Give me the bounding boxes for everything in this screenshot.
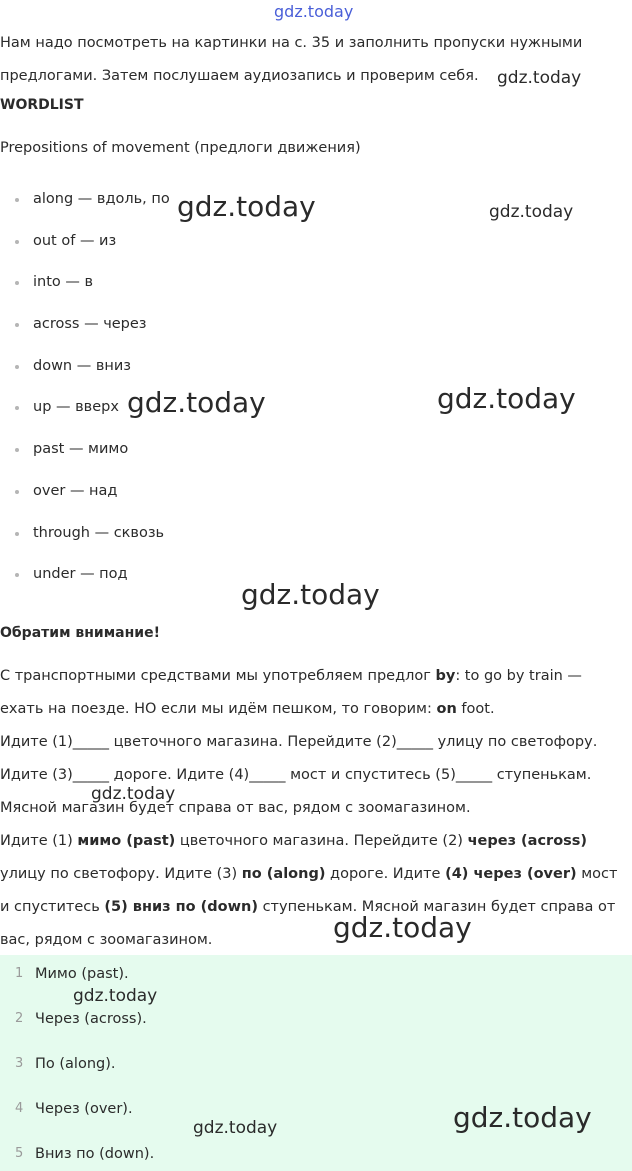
bullet-icon: [15, 240, 19, 244]
answers-block: 1 Мимо (past). 2 Через (across). 3 По (along). 4 Через (over). 5 Вниз по (down).: [0, 955, 632, 1171]
list-item: past — мимо: [0, 429, 170, 471]
watermark: gdz.today: [73, 986, 158, 1006]
bullet-icon: [15, 281, 19, 285]
watermark: gdz.today: [127, 386, 266, 419]
bullet-icon: [15, 323, 19, 327]
bullet-icon: [15, 406, 19, 410]
watermark: gdz.today: [489, 202, 574, 222]
list-item: across — через: [0, 304, 170, 346]
wordlist-subtitle: Prepositions of movement (предлоги движения): [0, 140, 361, 156]
wordlist-heading: WORDLIST: [0, 97, 84, 113]
list-item: down — вниз: [0, 346, 170, 388]
bullet-icon: [15, 198, 19, 202]
bullet-icon: [15, 532, 19, 536]
bullet-icon: [15, 573, 19, 577]
list-item: over — над: [0, 471, 170, 513]
watermark: gdz.today: [177, 190, 316, 223]
bullet-icon: [15, 490, 19, 494]
list-item: along — вдоль, по: [0, 179, 170, 221]
bullet-icon: [15, 448, 19, 452]
watermark: gdz.today: [274, 2, 354, 21]
watermark: gdz.today: [497, 68, 582, 88]
watermark: gdz.today: [453, 1101, 592, 1134]
list-item: into — в: [0, 262, 170, 304]
list-item: out of — из: [0, 221, 170, 263]
watermark: gdz.today: [333, 911, 472, 944]
note-text: С транспортными средствами мы употребляем предлог by: to go by train — ехать на поезде. НО если мы идём пешком, то говорим: on foot.: [0, 668, 582, 717]
note-heading: Обратим внимание!: [0, 625, 160, 641]
watermark: gdz.today: [437, 382, 576, 415]
task-text: Идите (1)_____ цветочного магазина. Перейдите (2)_____ улицу по светофору. Идите (3)_____ дороге. Идите (4)_____ мост и спуститесь (5)_____ ступенькам. Мясной магазин будет справа от вас, рядом с зоомагазином.: [0, 734, 598, 816]
intro-text: Нам надо посмотреть на картинки на с. 35 и заполнить пропуски нужными предлогами. Затем послушаем аудиозапись и проверим себя.: [0, 35, 583, 84]
list-item: up — вверх: [0, 387, 170, 429]
list-item: under — под: [0, 554, 170, 596]
solution-text: Идите (1) мимо (past) цветочного магазина. Перейдите (2) через (across) улицу по светофору. Идите (3) по (along) дороге. Идите (4) через (over) мост и спуститесь (5) вниз по (down) ступенькам. Мясной магазин будет справа от вас, рядом с зоомагазином.: [0, 833, 618, 948]
watermark: gdz.today: [91, 784, 176, 804]
watermark: gdz.today: [193, 1118, 278, 1138]
bullet-icon: [15, 365, 19, 369]
watermark: gdz.today: [241, 578, 380, 611]
list-item: through — сквозь: [0, 513, 170, 555]
